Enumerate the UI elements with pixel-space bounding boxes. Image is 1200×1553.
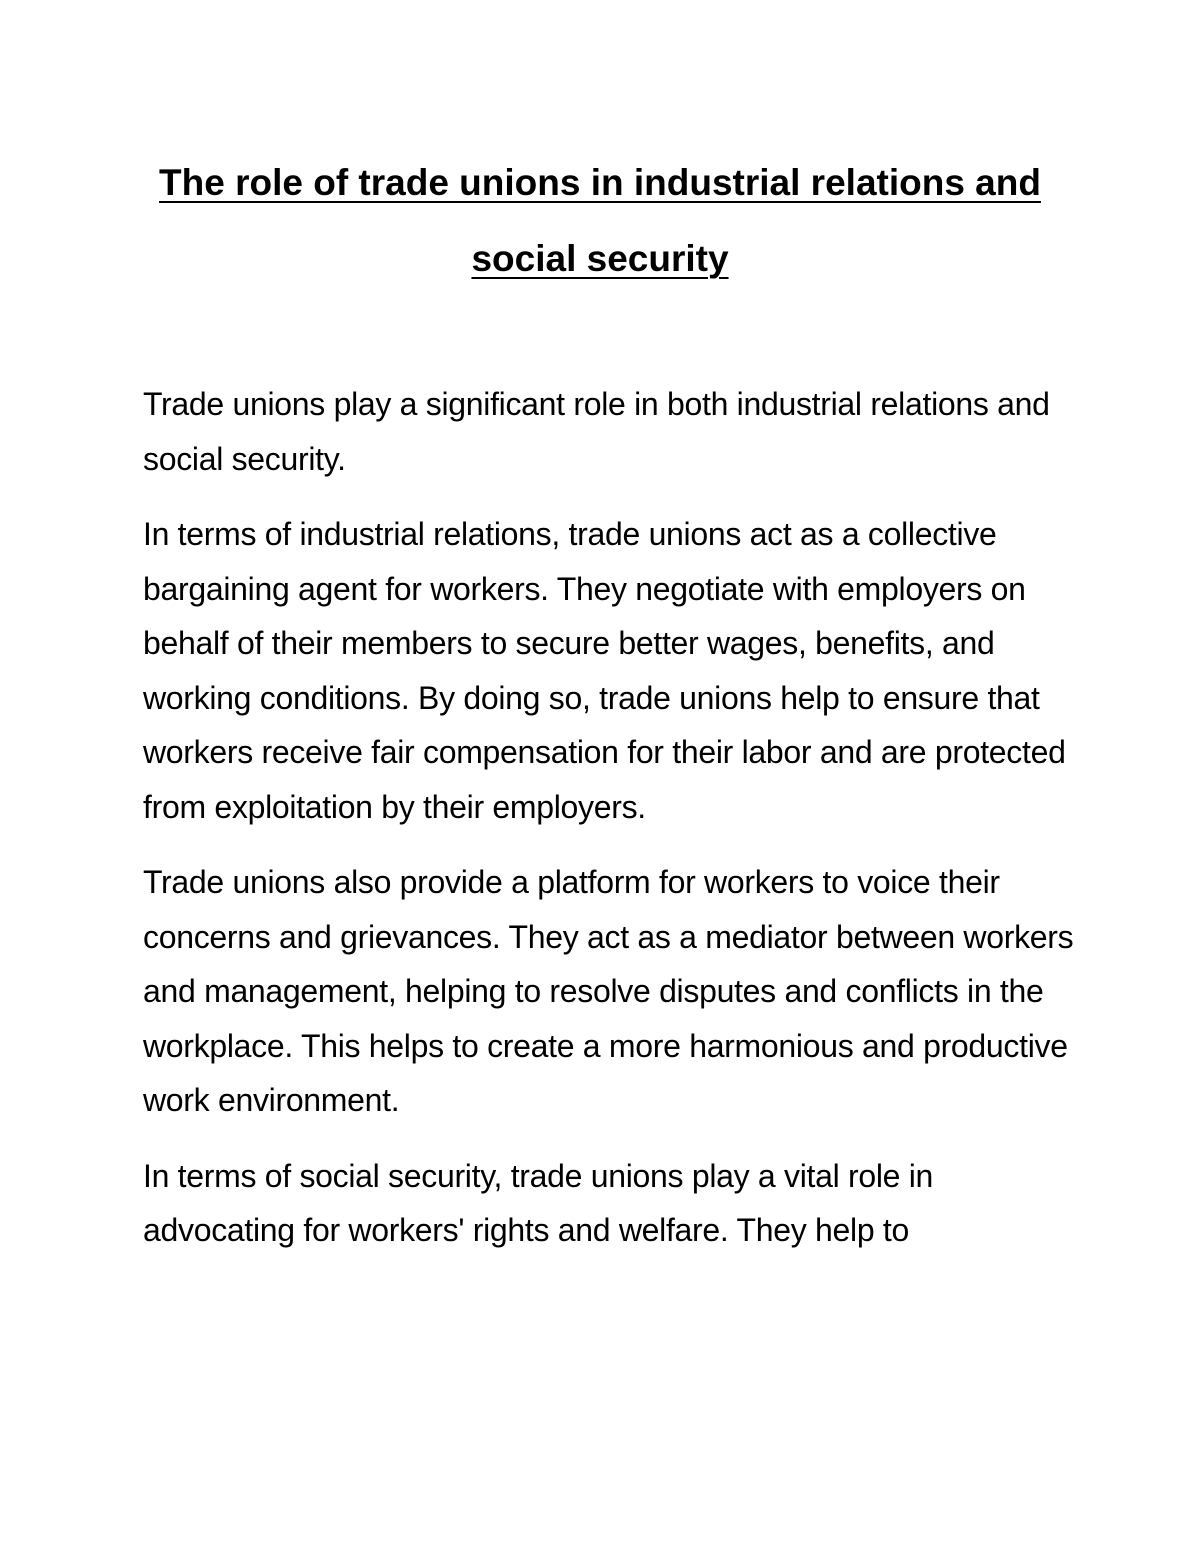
paragraph-industrial-relations: In terms of industrial relations, trade unions act as a collective bargaining agent for workers. They negotiate with employers on behalf of their members to secure better wages, benefits, and working conditions. By doing so, trade unions help to ensure that workers receive fair compensation for their labor and are protected from exploitation by their employers. [143,516,1066,825]
document-title [120,145,1080,297]
document-body [143,377,1083,1279]
paragraph-grievances: Trade unions also provide a platform for workers to voice their concerns and grievances. They act as a mediator between workers and management, helping to resolve disputes and conflicts in the workplace. This helps to create a more harmonious and productive work environment. [143,864,1074,1118]
paragraph-intro: Trade unions play a significant role in both industrial relations and social security. [143,386,1050,477]
document-title-text: The role of trade unions in industrial relations and social security [159,162,1041,279]
paragraph-social-security: In terms of social security, trade unions play a vital role in advocating for workers' rights and welfare. They help to [143,1157,934,1248]
